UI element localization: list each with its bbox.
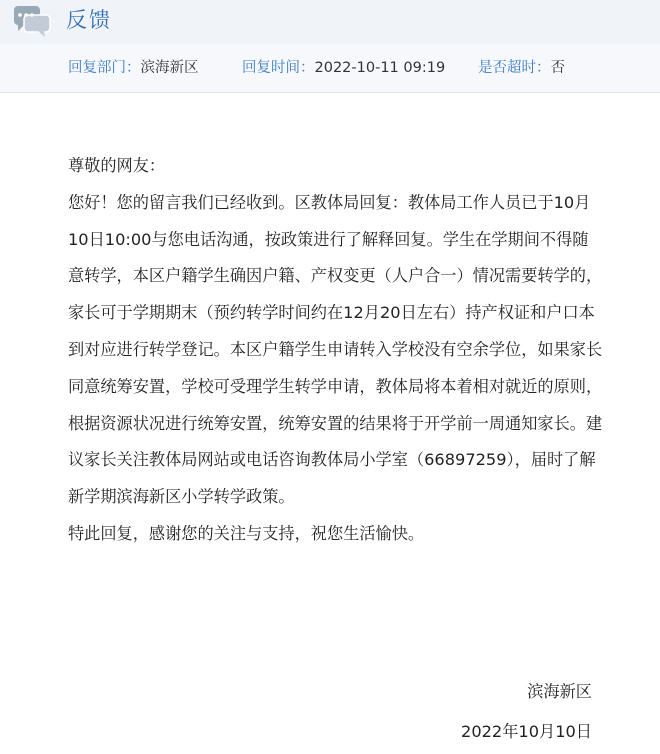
reply-closing: 特此回复，感谢您的关注与支持，祝您生活愉快。 (68, 523, 425, 543)
chat-bubble-icon (12, 4, 52, 38)
reply-time (242, 58, 445, 78)
reply-body: 您好！您的留言我们已经收到。区教体局回复：教体局工作人员已于10月10日10:00与您电话沟通，按政策进行了解释回复。学生在学期间不得随意转学，本区户籍学生确因户籍、产权变更（人户合一）情况需要转学的，家长可于学期期末（预约转学时间约在12月20日左右）持产权证和户口本到对应进行转学登记。本区户籍学生申请转入学校没有空余学位，如果家长同意统筹安置，学校可受理学生转学申请，教体局将本着相对就近的原则，根据资源状况进行统筹安置，统筹安置的结果将于开学前一周通知家长。建议家长关注教体局网站或电话咨询教体局小学室（66897259），届时了解新学期滨海新区小学转学政策。 (68, 192, 603, 507)
signature-org: 滨海新区 (527, 682, 592, 701)
department-value: 滨海新区 (140, 60, 199, 76)
reply-overdue (478, 58, 565, 78)
time-label: 回复时间： (242, 60, 315, 76)
reply-content (68, 148, 604, 553)
reply-department (68, 58, 199, 78)
reply-meta-bar (0, 44, 660, 92)
page-title: 反馈 (66, 8, 112, 32)
department-label: 回复部门： (68, 60, 141, 76)
reply-greeting: 尊敬的网友： (68, 156, 166, 175)
overdue-label: 是否超时： (478, 60, 551, 76)
signature-date: 2022年10月10日 (461, 722, 592, 741)
time-value: 2022-10-11 09:19 (314, 60, 446, 76)
feedback-header (0, 0, 660, 93)
header-title-bar (0, 0, 660, 44)
overdue-value: 否 (550, 60, 565, 76)
